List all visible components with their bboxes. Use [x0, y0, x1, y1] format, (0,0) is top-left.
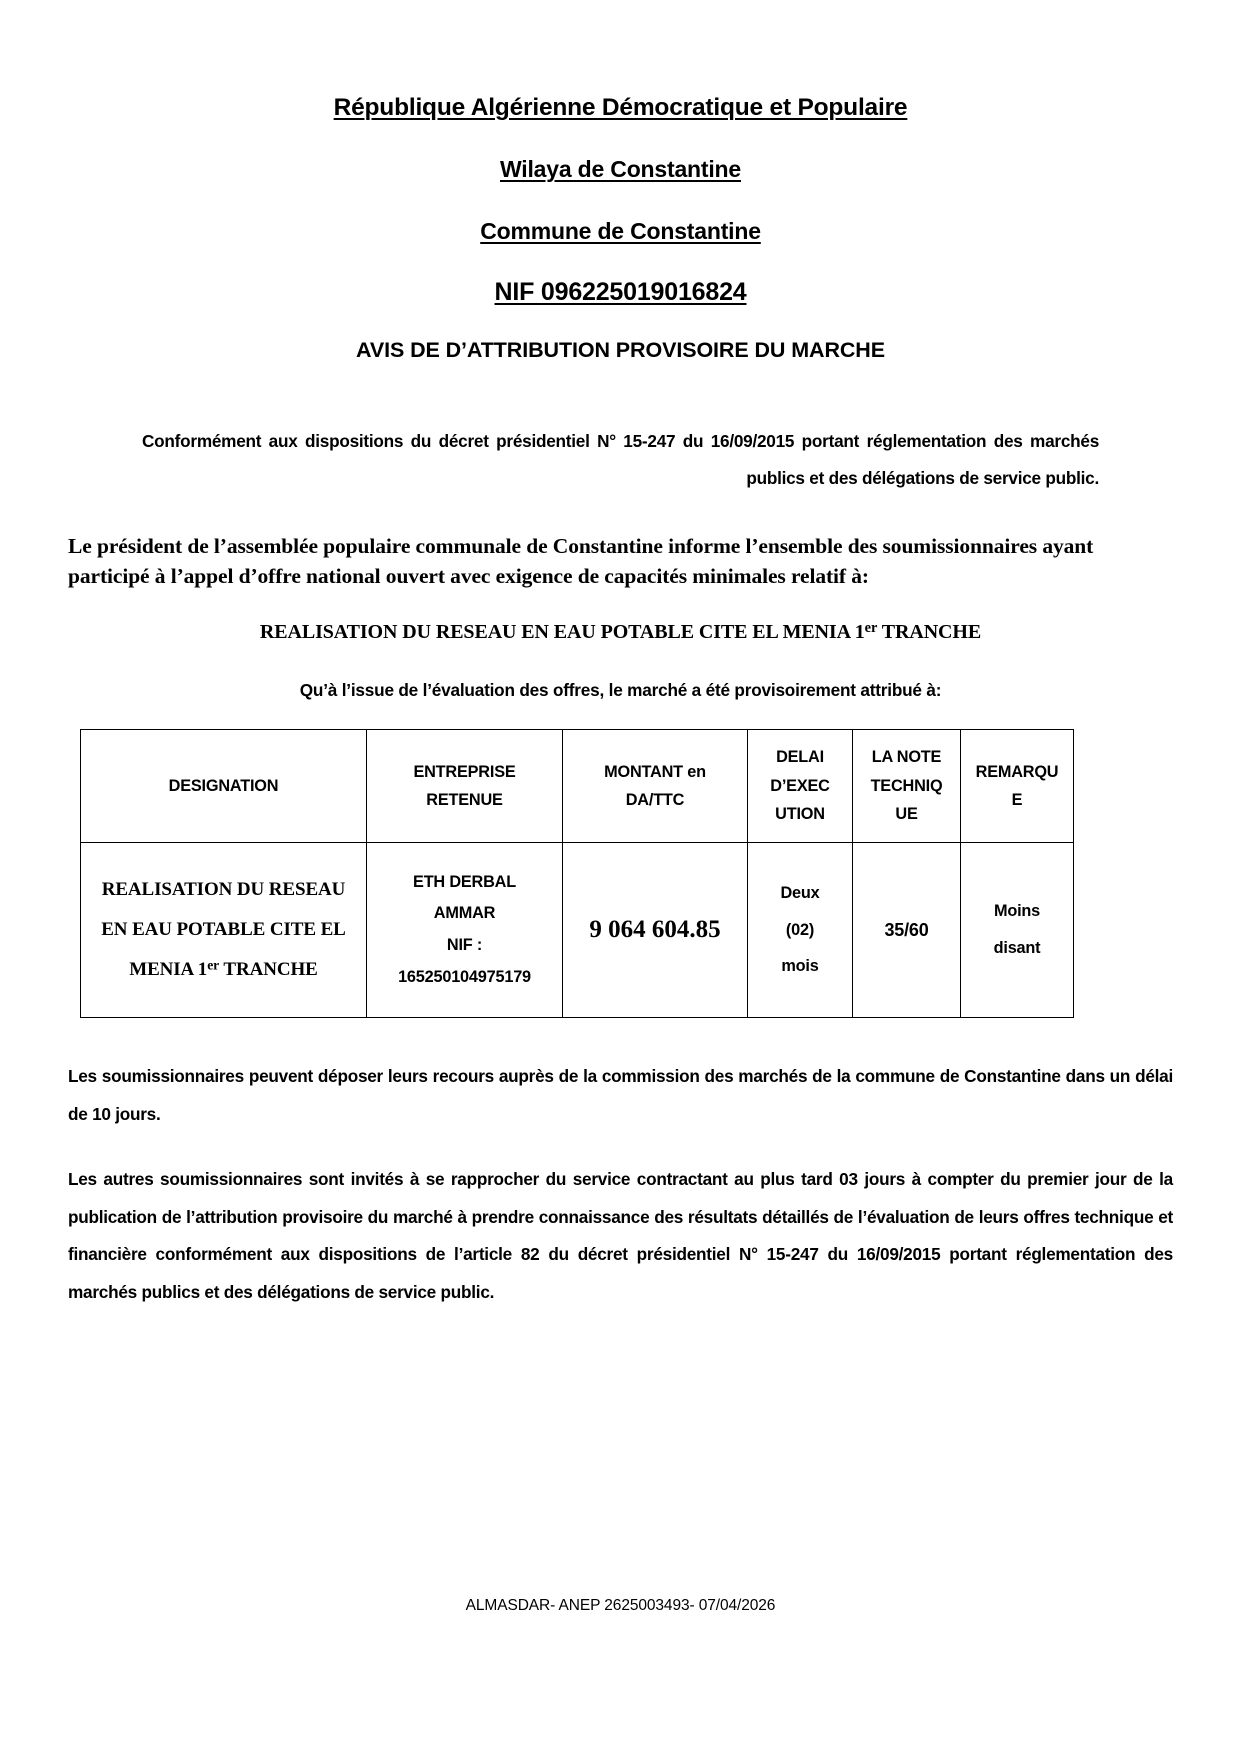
cell-designation	[81, 843, 367, 1018]
ordinal-suffix: er	[207, 957, 220, 973]
cell-text: Moins	[993, 902, 1041, 921]
header-text: REMARQU	[975, 762, 1059, 781]
cell-entreprise	[367, 843, 563, 1018]
table-header-montant	[563, 730, 748, 843]
header-text: E	[1011, 791, 1023, 810]
cell-text: EN EAU POTABLE CITE EL	[101, 919, 346, 941]
header-text: DELAI	[776, 748, 824, 767]
project-title	[0, 620, 1241, 644]
header-text: ENTREPRISE	[413, 762, 516, 781]
header-text: UE	[895, 805, 918, 824]
cell-text: AMMAR	[433, 904, 496, 923]
header-text: DA/TTC	[625, 791, 685, 810]
header-text: UTION	[775, 805, 825, 824]
header-text: D’EXEC	[770, 776, 830, 795]
table-header-remarque	[961, 730, 1074, 843]
cell-text: MENIA 1er TRANCHE	[129, 957, 318, 980]
attribution-lead-in: Qu’à l’issue de l’évaluation des offres, le marché a été provisoirement attribué à:	[299, 680, 942, 701]
header-text: LA NOTE	[871, 748, 942, 767]
table-header-delai	[748, 730, 853, 843]
table-header-note-technique	[853, 730, 961, 843]
cell-remarque	[961, 843, 1074, 1018]
header-text: TECHNIQ	[870, 776, 943, 795]
footer-reference: ALMASDAR- ANEP 2625003493- 07/04/2026	[465, 1597, 776, 1614]
award-table	[80, 729, 1074, 1018]
cell-note-technique: 35/60	[853, 843, 961, 1018]
header-republic-line: République Algérienne Démocratique et Populaire	[333, 94, 908, 121]
cell-text: REALISATION DU RESEAU	[101, 879, 346, 901]
award-table-wrapper	[80, 729, 1161, 1018]
autres-soumissionnaires-paragraph: Les autres soumissionnaires sont invités à se rapprocher du service contractant au plus tard 03 jours à compter du premier jour de la publication de l’attribution provisoire du marché à prendre connaissance des résultats détaillés de l’évaluation de leurs offres technique et financière conformément aux dispositions de l’article 82 du décret présidentiel N° 15-247 du 16/09/2015 portant réglementation des marchés publics et des délégations de service public.	[68, 1169, 1173, 1302]
header-nif-line: NIF 096225019016824	[494, 278, 747, 306]
header-text: DESIGNATION	[168, 776, 279, 795]
header-wilaya-line: Wilaya de Constantine	[500, 156, 741, 182]
project-title-ordinal-suffix: er	[864, 620, 878, 636]
table-header-row	[81, 730, 1074, 843]
cell-delai	[748, 843, 853, 1018]
table-header-entreprise	[367, 730, 563, 843]
cell-text: Deux	[780, 884, 820, 903]
cell-text: NIF :	[446, 936, 483, 955]
cell-montant: 9 064 604.85	[563, 843, 748, 1018]
cell-text: 165250104975179	[398, 967, 531, 986]
cell-text: mois	[781, 957, 819, 976]
cell-text: disant	[993, 939, 1041, 958]
document-header	[0, 94, 1241, 307]
table-header-designation	[81, 730, 367, 843]
page-title: AVIS DE D’ATTRIBUTION PROVISOIRE DU MARCHE	[356, 338, 885, 362]
project-title-tail: TRANCHE	[877, 621, 982, 644]
cell-text: ETH DERBAL	[413, 872, 516, 891]
header-commune-line: Commune de Constantine	[480, 218, 761, 244]
recours-paragraph: Les soumissionnaires peuvent déposer leurs recours auprès de la commission des marchés de la commune de Constantine dans un délai de 10 jours.	[68, 1066, 1173, 1124]
header-text: RETENUE	[426, 791, 503, 810]
table-row	[81, 843, 1074, 1018]
header-text: MONTANT en	[604, 762, 706, 781]
project-title-main: REALISATION DU RESEAU EN EAU POTABLE CITE EL MENIA 1	[259, 621, 865, 644]
president-announcement-paragraph: Le président de l’assemblée populaire communale de Constantine informe l’ensemble des soumissionnaires ayant participé à l’appel d’offre national ouvert avec exigence de capacités minimales relatif à:	[68, 533, 1094, 589]
conformity-paragraph: Conformément aux dispositions du décret présidentiel N° 15-247 du 16/09/2015 portant réglementation des marchés publics et des délégations de service public.	[142, 431, 1099, 488]
cell-text: (02)	[785, 920, 815, 939]
